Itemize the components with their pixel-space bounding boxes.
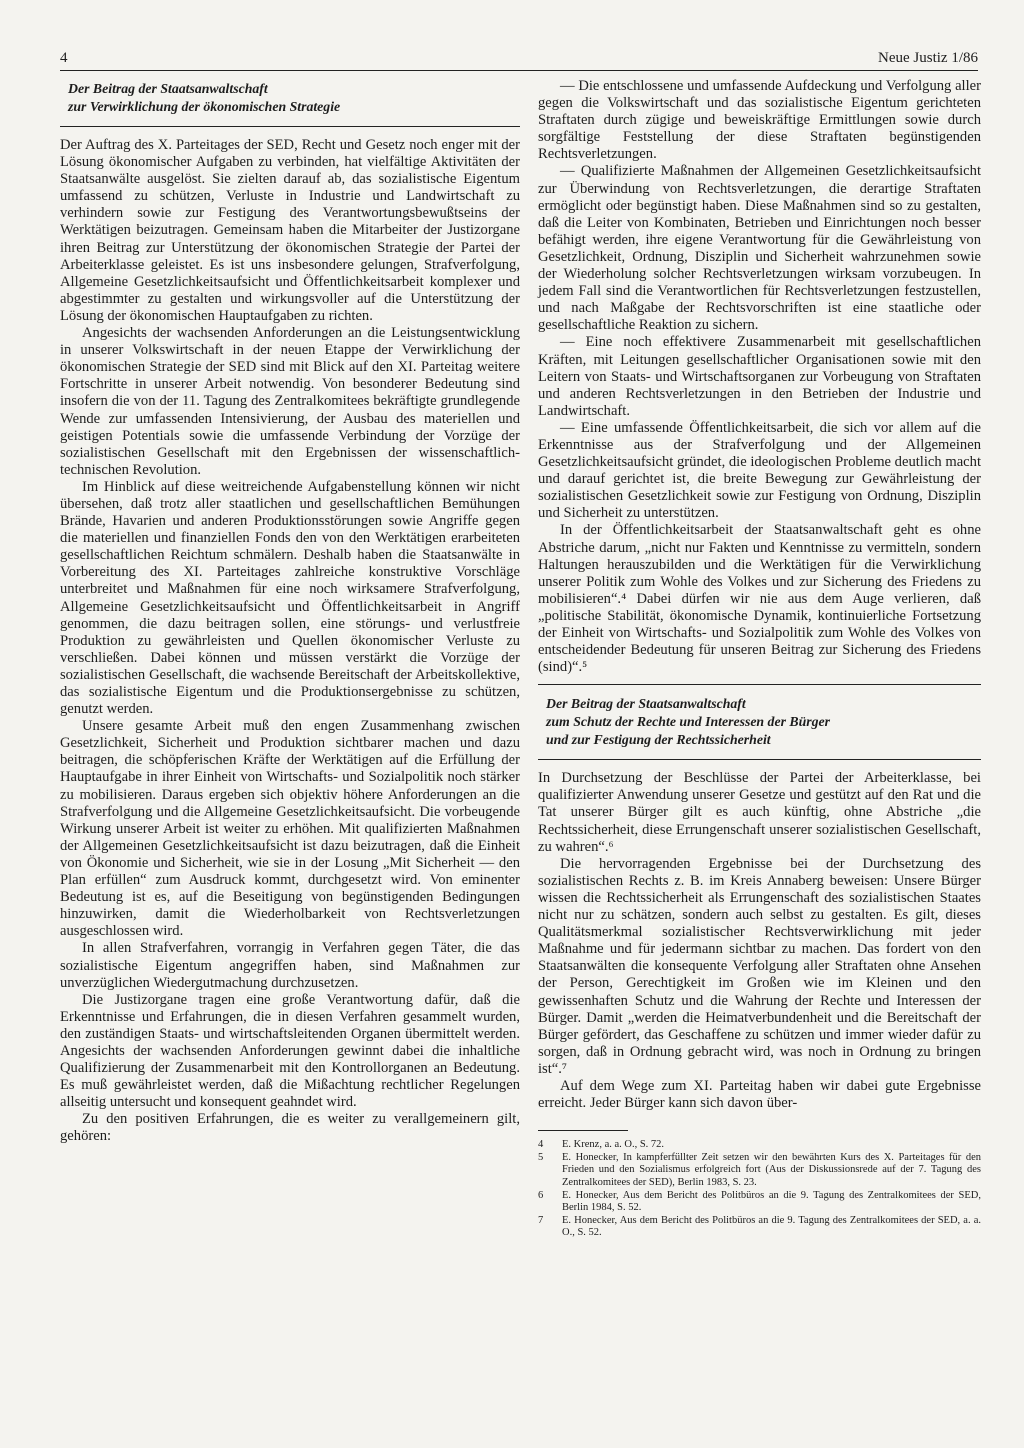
body-paragraph: Der Auftrag des X. Parteitages der SED, Recht und Gesetz noch enger mit der Lösung ökonomischer Aufgaben zu verbinden, hat vielfältige Aktivitäten der Staatsanwälte ausgelöst. Sie zielten darauf ab, das sozialistische Eigentum umfassend zu schützen, Verluste in Industrie und Landwirtschaft zu verhindern sowie zur Festigung des Verantwortungsbewußtseins der Werktätigen beizutragen. Gemeinsam haben die Mitarbeiter der Justizorgane ihren Beitrag zur Unterstützung der ökonomischen Strategie der Partei der Arbeiterklasse geleistet. Es ist uns insbesondere gelungen, Strafverfolgung, Allgemeine Gesetzlichkeitsaufsicht und Öffentlichkeitsarbeit komplexer und abgestimmter zu gestalten und wirkungsvoller auf die Unterstützung der Lösung der ökonomischen Hauptaufgaben zu richten. bbox=[60, 137, 520, 324]
footnote-number: 5 bbox=[538, 1151, 544, 1163]
heading-rule bbox=[538, 759, 981, 760]
body-paragraph: Die hervorragenden Ergebnisse bei der Durchsetzung des sozialistischen Rechts z. B. im Kreis Annaberg beweisen: Unsere Bürger wissen die Rechtssicherheit als Errungenschaft des sozialistischen Staates nicht nur zu schätzen, sondern auch selbst zu gestalten. Es gilt, dieses Qualitätsmerkmal sozialistischer Rechtsverwirklichung mit jeder Maßnahme und für jedermann sichtbar zu machen. Das fordert von den Staatsanwälten die konsequente Verfolgung aller Straftaten ohne Ansehen der Person, Gerechtigkeit im Großen wie im Kleinen und den gewissenhaften Schutz und die Wahrung der Rechte und Interessen der Bürger. Damit „werden die Heimatverbundenheit und die Bereitschaft der Bürger gefördert, das Geschaffene zu schützen und immer wieder dafür zu sorgen, daß in Ordnung gebracht wird, was noch in Ordnung zu bringen ist“.⁷ bbox=[538, 855, 981, 1077]
body-paragraph: In Durchsetzung der Beschlüsse der Partei der Arbeiterklasse, bei qualifizierter Anwendung unserer Gesetze und gestützt auf den Rat und die Tat unserer Bürger gilt es auch künftig, ohne Abstriche „die Rechtssicherheit, diese Errungenschaft unserer sozialistischen Gesellschaft, zu wahren“.⁶ bbox=[538, 770, 981, 855]
footnote bbox=[538, 1190, 981, 1215]
heading-rule bbox=[538, 684, 981, 685]
footnote-number: 7 bbox=[538, 1214, 544, 1226]
body-paragraph: — Eine noch effektivere Zusammenarbeit mit gesellschaftlichen Kräften, mit Leitungen gesellschaftlicher Organisationen sowie mit den Leitern von Staats- und Wirtschaftsorganen zur Vorbeugung von Straftaten und anderen Rechtsverletzungen in den Betrieben der Industrie und Landwirtschaft. bbox=[538, 334, 981, 419]
right-column bbox=[538, 78, 981, 1240]
footnote-text: E. Krenz, a. a. O., S. 72. bbox=[562, 1139, 665, 1151]
heading-line: und zur Festigung der Rechtssicherheit bbox=[546, 732, 771, 748]
footnote bbox=[538, 1139, 981, 1152]
heading-line: zum Schutz der Rechte und Interessen der Bürger bbox=[546, 714, 831, 730]
body-paragraph: Angesichts der wachsenden Anforderungen an die Leistungsentwicklung in unserer Volkswirtschaft in der neuen Etappe der Verwirklichung der ökonomischen Strategie der SED sind mit Blick auf den XI. Parteitag weitere Fortschritte in unserer Arbeit notwendig. Von besonderer Bedeutung sind insofern die von der 11. Tagung des Zentralkomitees bekräftigte grundlegende Wende zur umfassenden Intensivierung, der Ausbau des materiellen und geistigen Potentials sowie die umfassende Verbindung der Vorzüge der sozialistischen Gesellschaft mit den Ergebnissen der wissenschaftlich-technischen Revolution. bbox=[60, 325, 520, 478]
body-paragraph: Im Hinblick auf diese weitreichende Aufgabenstellung können wir nicht übersehen, daß trotz aller staatlichen und gesellschaftlichen Bemühungen Brände, Havarien und anderen Produktionsstörungen sowie Angriffe gegen die materiellen und finanziellen Fonds den von den Werktätigen erarbeiteten gesellschaftlichen Reichtum schmälern. Deshalb haben die Staatsanwälte in Vorbereitung des XI. Parteitages zahlreiche konstruktive Vorschläge unterbreitet und Maßnahmen für eine noch wirksamere Strafverfolgung, Allgemeine Gesetzlichkeitsaufsicht und Öffentlichkeitsarbeit in Angriff genommen, die dazu beitragen sollen, eine störungs- und verlustfreie Produktion zu gewährleisten und Quellen ökonomischer Verluste zu verschließen. Dabei können und müssen verstärkt die Vorzüge der sozialistischen Gesellschaft, die wachsende Bereitschaft der Arbeitskollektive, das sozialistische Eigentum und die Produktionsergebnisse zu schützen, genutzt werden. bbox=[60, 478, 520, 718]
body-paragraph: Zu den positiven Erfahrungen, die es weiter zu verallgemeinern gilt, gehören: bbox=[60, 1111, 520, 1145]
section-heading-economy bbox=[68, 80, 520, 116]
footnote-text: E. Honecker, Aus dem Bericht des Politbüros an die 9. Tagung des Zentralkomitees der SED, Berlin 1984, S. 52. bbox=[562, 1189, 981, 1214]
body-paragraph: In der Öffentlichkeitsarbeit der Staatsanwaltschaft geht es ohne Abstriche darum, „nicht nur Fakten und Kenntnisse zu vermitteln, sondern Haltungen herauszubilden und die Werktätigen für die Verwirklichung unserer Politik zum Wohle des Volkes und zur Sicherung des Friedens zu mobilisieren“.⁴ Dabei dürfen wir nie aus dem Auge verlieren, daß „politische Stabilität, ökonomische Dynamik, kontinuierliche Fortsetzung der Einheit von Wirtschafts- und Sozialpolitik zum Wohle des Volkes von entscheidender Bedeutung für unseren Beitrag zur Sicherung des Friedens (sind)“.⁵ bbox=[538, 522, 981, 676]
heading-line: Der Beitrag der Staatsanwaltschaft bbox=[546, 696, 746, 712]
footnote bbox=[538, 1152, 981, 1190]
journal-issue: Neue Justiz 1/86 bbox=[878, 50, 978, 66]
footnote-rule bbox=[538, 1130, 628, 1131]
footnote-text: E. Honecker, In kampferfüllter Zeit setzen wir den bewährten Kurs des X. Parteitages für den Frieden und den Sozialismus erfolgreich fort (Aus der Diskussionsrede auf der 7. Tagung des Zentralkomitees der SED), Berlin 1983, S. 23. bbox=[562, 1151, 981, 1188]
body-paragraph: Die Justizorgane tragen eine große Verantwortung dafür, daß die Erkenntnisse und Erfahrungen, die in diesen Verfahren gesammelt wurden, den zuständigen Staats- und wirtschaftsleitenden Organen übermittelt werden. Angesichts der wachsenden Anforderungen gewinnt dabei die inhaltliche Qualifizierung der Zusammenarbeit mit den Kontrollorganen an Bedeutung. Es muß gewährleistet werden, daß die Mißachtung rechtlicher Regelungen allseitig untersucht und konsequent geahndet wird. bbox=[60, 991, 520, 1111]
heading-line: zur Verwirklichung der ökonomischen Strategie bbox=[68, 99, 341, 114]
body-paragraph: — Qualifizierte Maßnahmen der Allgemeinen Gesetzlichkeitsaufsicht zur Überwindung von Rechtsverletzungen, die derartige Straftaten ermöglicht oder begünstigt haben. Diese Maßnahmen sind so zu gestalten, daß die Leiter von Kombinaten, Betrieben und Einrichtungen noch besser befähigt werden, ihre eigene Verantwortung für die Gewährleistung von Gesetzlichkeit, Ordnung, Disziplin und Sicherheit wahrzunehmen sowie der Wiederholung solcher Rechtsverletzungen wirksam vorzubeugen. In jedem Fall sind die Verantwortlichen für Rechtsverletzungen festzustellen, und nach Maßgabe der Rechtsvorschriften ist eine staatliche oder gesellschaftliche Reaktion zu sichern. bbox=[538, 163, 981, 334]
page-number: 4 bbox=[60, 50, 68, 66]
heading-line: Der Beitrag der Staatsanwaltschaft bbox=[68, 81, 268, 96]
body-paragraph: Unsere gesamte Arbeit muß den engen Zusammenhang zwischen Gesetzlichkeit, Sicherheit und Produktion sichtbarer machen und dazu beitragen, die schöpferischen Kräfte der Werktätigen auf die Erfüllung der Hauptaufgabe in ihrer Einheit von Wirtschafts- und Sozialpolitik noch stärker zu mobilisieren. Daraus ergeben sich objektiv höhere Anforderungen an die Strafverfolgung und die Allgemeine Gesetzlichkeitsaufsicht. Die vorbeugende Wirkung unserer Arbeit ist weiter zu erhöhen. Mit qualifizierten Maßnahmen der Allgemeinen Gesetzlichkeitsaufsicht ist dazu beizutragen, daß die Einheit von Ökonomie und Sicherheit, wie sie in der Losung „Mit Sicherheit — den Plan erfüllen“ zum Ausdruck kommt, durchgesetzt wird. Von eminenter Bedeutung ist es, auf die Beseitigung von begünstigenden Bedingungen hinzuwirken, damit die Wiederholbarkeit von Rechtsverletzungen ausgeschlossen wird. bbox=[60, 718, 520, 940]
footnote-number: 4 bbox=[538, 1139, 544, 1151]
header-rule bbox=[60, 70, 978, 71]
body-paragraph: — Eine umfassende Öffentlichkeitsarbeit, die sich vor allem auf die Erkenntnisse aus der Strafverfolgung und der Allgemeinen Gesetzlichkeitsaufsicht gründet, die ideologischen Probleme deutlich macht und darauf gerichtet ist, die breite Bewegung zur Gewährleistung der sozialistischen Gesetzlichkeit sowie zur Festigung von Ordnung, Disziplin und Sicherheit zu unterstützen. bbox=[538, 419, 981, 522]
section-heading-citizens bbox=[546, 695, 981, 749]
body-paragraph: In allen Strafverfahren, vorrangig in Verfahren gegen Täter, die das sozialistische Eigentum angegriffen haben, sind Maßnahmen zur unverzüglichen Wiedergutmachung durchzusetzen. bbox=[60, 940, 520, 991]
body-paragraph: — Die entschlossene und umfassende Aufdeckung und Verfolgung aller gegen die Volkswirtschaft und das sozialistische Eigentum gerichteten Straftaten durch zügige und beweiskräftige Ermittlungen sowie durch sorgfältige Feststellung der diese Straftaten begünstigenden Rechtsverletzungen. bbox=[538, 78, 981, 163]
left-column bbox=[60, 78, 520, 1146]
footnote-text: E. Honecker, Aus dem Bericht des Politbüros an die 9. Tagung des Zentralkomitees der SED, a. a. O., S. 52. bbox=[562, 1214, 981, 1239]
footnote-number: 6 bbox=[538, 1189, 544, 1201]
heading-rule bbox=[60, 126, 520, 127]
body-paragraph: Auf dem Wege zum XI. Parteitag haben wir dabei gute Ergebnisse erreicht. Jeder Bürger kann sich davon über- bbox=[538, 1077, 981, 1112]
footnote bbox=[538, 1215, 981, 1240]
